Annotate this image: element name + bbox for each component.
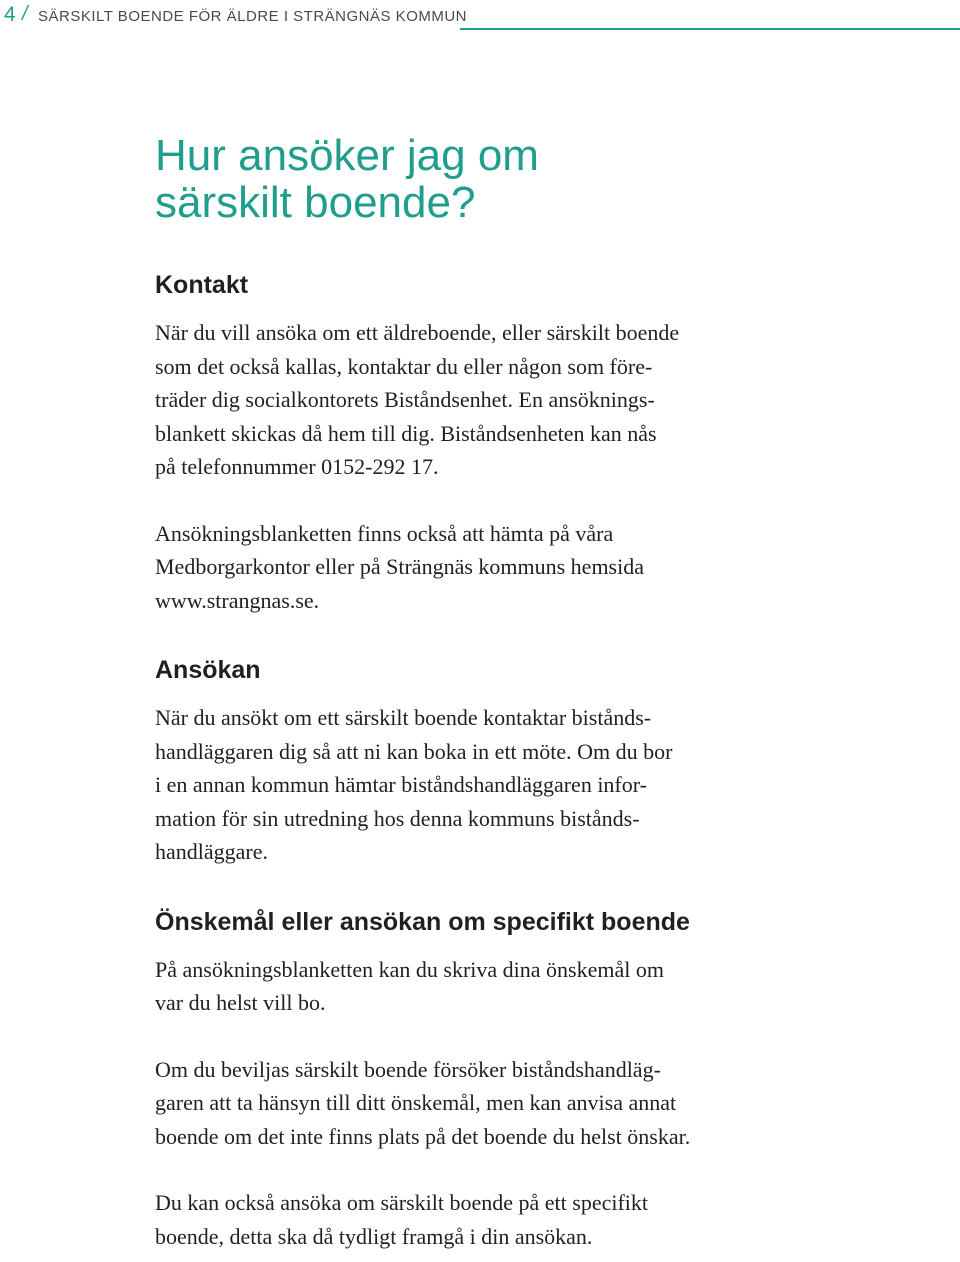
- text-line: var du helst vill bo.: [155, 990, 326, 1015]
- text-line: Du kan också ansöka om särskilt boende på ett specifikt: [155, 1190, 649, 1215]
- text-line: Om du beviljas särskilt boende försöker biståndshandläg-: [155, 1056, 661, 1082]
- running-title: SÄRSKILT BOENDE FÖR ÄLDRE I STRÄNGNÄS KOMMUN: [38, 8, 468, 25]
- text-line: garen att ta hänsyn till ditt önskemål, men kan anvisa annat: [155, 1090, 677, 1115]
- text-line: som det också kallas, kontaktar du eller någon som före-: [155, 353, 653, 379]
- text-line: Ansökningsblanketten finns också att hämta på våra: [155, 520, 614, 546]
- page-title: [155, 132, 875, 226]
- text-line: på telefonnummer 0152-292 17.: [155, 454, 439, 479]
- page-header: [0, 0, 960, 34]
- text-line: mation för sin utredning hos denna kommuns bistånds-: [155, 805, 640, 831]
- page-number: 4: [4, 3, 16, 26]
- text-line: blankett skickas då hem till dig. Biståndsenheten kan nås: [155, 420, 657, 446]
- text-line: handläggaren dig så att ni kan boka in ett möte. Om du bor: [155, 738, 673, 764]
- section-heading-kontakt: Kontakt: [155, 271, 249, 299]
- header-separator: /: [22, 3, 28, 25]
- paragraph-onskemal-1: [155, 953, 875, 1020]
- website-link[interactable]: www.strangnas.se.: [155, 587, 320, 613]
- text-line: Medborgarkontor eller på Strängnäs kommuns hemsida: [155, 554, 644, 579]
- text-line: På ansökningsblanketten kan du skriva dina önskemål om: [155, 956, 664, 982]
- paragraph-kontakt-1: [155, 316, 875, 484]
- paragraph-ansokan-1: [155, 701, 875, 869]
- text-line: träder dig socialkontorets Biståndsenhet. En ansöknings-: [155, 387, 655, 412]
- text-line: i en annan kommun hämtar biståndshandläggaren infor-: [155, 772, 647, 797]
- text-line: boende om det inte finns plats på det boende du helst önskar.: [155, 1123, 691, 1149]
- text-line: boende, detta ska då tydligt framgå i din ansökan.: [155, 1223, 593, 1249]
- header-rule: [460, 28, 960, 30]
- section-heading-ansokan: Ansökan: [155, 656, 261, 684]
- page-title-line-1: Hur ansöker jag om: [155, 131, 539, 180]
- text-line: När du ansökt om ett särskilt boende kontaktar bistånds-: [155, 705, 652, 730]
- paragraph-kontakt-2: [155, 517, 875, 618]
- text-line: handläggare.: [155, 839, 268, 864]
- paragraph-onskemal-3: [155, 1186, 875, 1253]
- paragraph-onskemal-2: [155, 1053, 875, 1154]
- section-heading-onskemal: Önskemål eller ansökan om specifikt boende: [155, 907, 690, 936]
- main-content: [155, 132, 875, 1253]
- text-line: När du vill ansöka om ett äldreboende, eller särskilt boende: [155, 320, 680, 345]
- page-title-line-2: särskilt boende?: [155, 178, 476, 227]
